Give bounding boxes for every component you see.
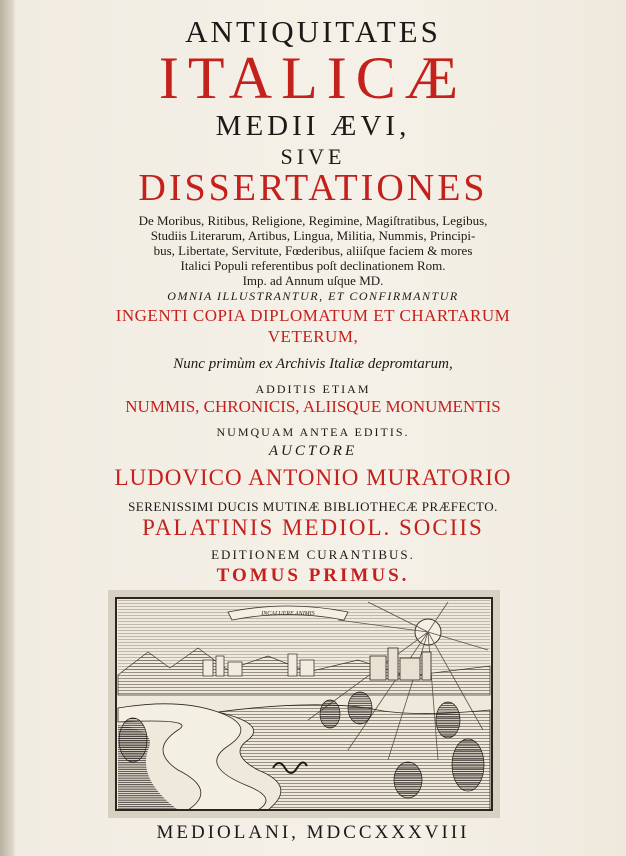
subject-paragraph-line: Imp. ad Annum uſque MD. xyxy=(242,273,384,288)
title-line-antiquitates: ANTIQUITATES xyxy=(185,14,441,49)
volume-label: TOMUS PRIMUS. xyxy=(216,565,410,586)
subject-paragraph-line: bus, Libertate, Servitute, Fœderibus, aliiſque faciem & mores xyxy=(153,243,473,258)
line-numquam-antea: NUMQUAM ANTEA EDITIS. xyxy=(216,425,410,439)
title-line-dissertationes: DISSERTATIONES xyxy=(138,167,488,209)
line-veterum: VETERUM, xyxy=(267,327,359,346)
engraving-vignette xyxy=(108,590,500,818)
line-nunc-primum: Nunc primùm ex Archivis Italiæ depromtarum, xyxy=(173,356,453,372)
imprint-line: MEDIOLANI, MDCCXXXVIII xyxy=(156,822,470,843)
subject-paragraph-line: De Moribus, Ritibus, Religione, Regimine, Magiſtratibus, Legibus, xyxy=(138,213,488,228)
title-line-italicae: ITALICÆ xyxy=(158,45,468,111)
line-editionem: EDITIONEM CURANTIBUS. xyxy=(211,547,415,562)
line-additis-etiam: ADDITIS ETIAM xyxy=(255,382,371,396)
subject-paragraph-line: Italici Populi referentibus poſt declinationem Rom. xyxy=(180,258,446,273)
author-title: SERENISSIMI DUCIS MUTINÆ BIBLIOTHECÆ PRÆFECTO. xyxy=(128,499,498,514)
author-name: LUDOVICO ANTONIO MURATORIO xyxy=(114,465,512,490)
line-omnia-illustrantur: OMNIA ILLUSTRANTUR, ET CONFIRMANTUR xyxy=(167,289,459,303)
subject-paragraph-line: Studiis Literarum, Artibus, Lingua, Militia, Nummis, Principi- xyxy=(150,228,476,243)
motto-text: INCALUERE ANIMIS xyxy=(261,611,315,617)
title-line-medii-aevi: MEDII ÆVI, xyxy=(215,110,411,142)
line-auctore: AUCTORE xyxy=(268,443,358,459)
line-palatinis: PALATINIS MEDIOL. SOCIIS xyxy=(142,515,484,540)
line-ingenti-copia: INGENTI COPIA DIPLOMATUM ET CHARTARUM xyxy=(115,306,511,325)
title-line-sive: SIVE xyxy=(280,144,346,169)
line-nummis-chronicis: NUMMIS, CHRONICIS, ALIISQUE MONUMENTIS xyxy=(125,397,501,416)
